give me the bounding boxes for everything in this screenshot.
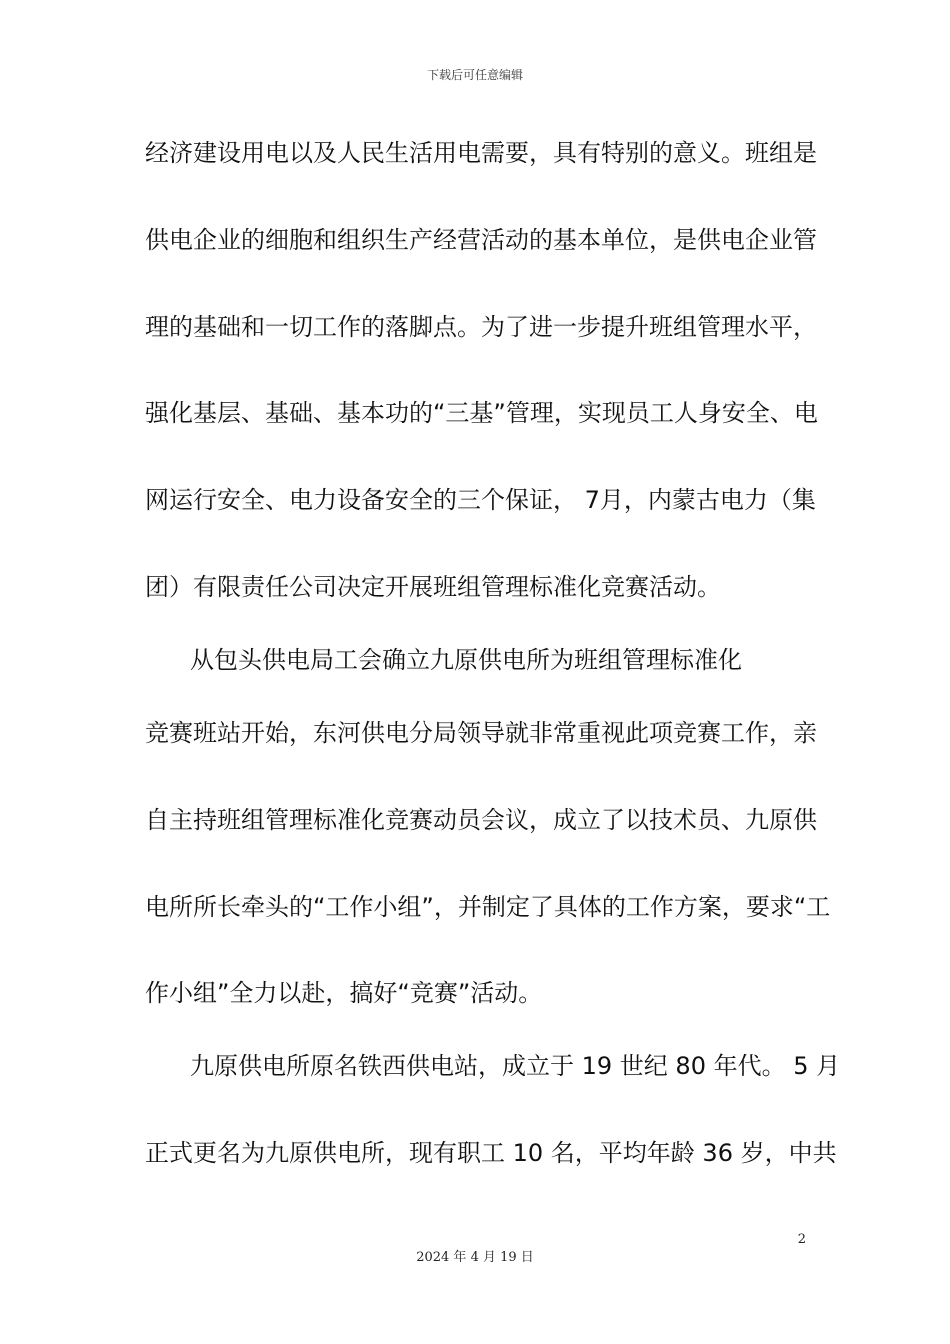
text-line-2: 供电企业的细胞和组织生产经营活动的基本单位，是供电企业管 (145, 226, 817, 254)
text-line-6: 团）有限责任公司决定开展班组管理标准化竞赛活动。 (145, 573, 721, 601)
text-line-5: 网运行安全、电力设备安全的三个保证， 7月，内蒙古电力（集 (145, 486, 816, 514)
text-line-1: 经济建设用电以及人民生活用电需要，具有特别的意义。班组是 (145, 139, 817, 167)
page-number: 2 (797, 1232, 806, 1247)
text-line-8: 竞赛班站开始，东河供电分局领导就非常重视此项竞赛工作，亲 (145, 719, 817, 747)
text-line-11: 作小组”全力以赴，搞好“竞赛”活动。 (145, 979, 543, 1007)
text-line-7: 从包头供电局工会确立九原供电所为班组管理标准化 (190, 646, 742, 674)
text-line-3: 理的基础和一切工作的落脚点。为了进一步提升班组管理水平， (145, 313, 817, 341)
page-header: 下载后可任意编辑 (426, 68, 523, 82)
text-line-9: 自主持班组管理标准化竞赛动员会议，成立了以技术员、九原供 (145, 806, 817, 834)
text-line-10: 电所所长牵头的“工作小组”，并制定了具体的工作方案，要求“工 (145, 893, 831, 921)
text-line-4: 强化基层、基础、基本功的“三基”管理，实现员工人身安全、电 (145, 399, 818, 427)
text-line-12: 九原供电所原名铁西供电站，成立于 19 世纪 80 年代。 5 月 (190, 1052, 841, 1080)
text-line-13: 正式更名为九原供电所，现有职工 10 名，平均年龄 36 岁，中共 (145, 1139, 837, 1167)
footer-date: 2024 年 4 月 19 日 (416, 1250, 534, 1265)
